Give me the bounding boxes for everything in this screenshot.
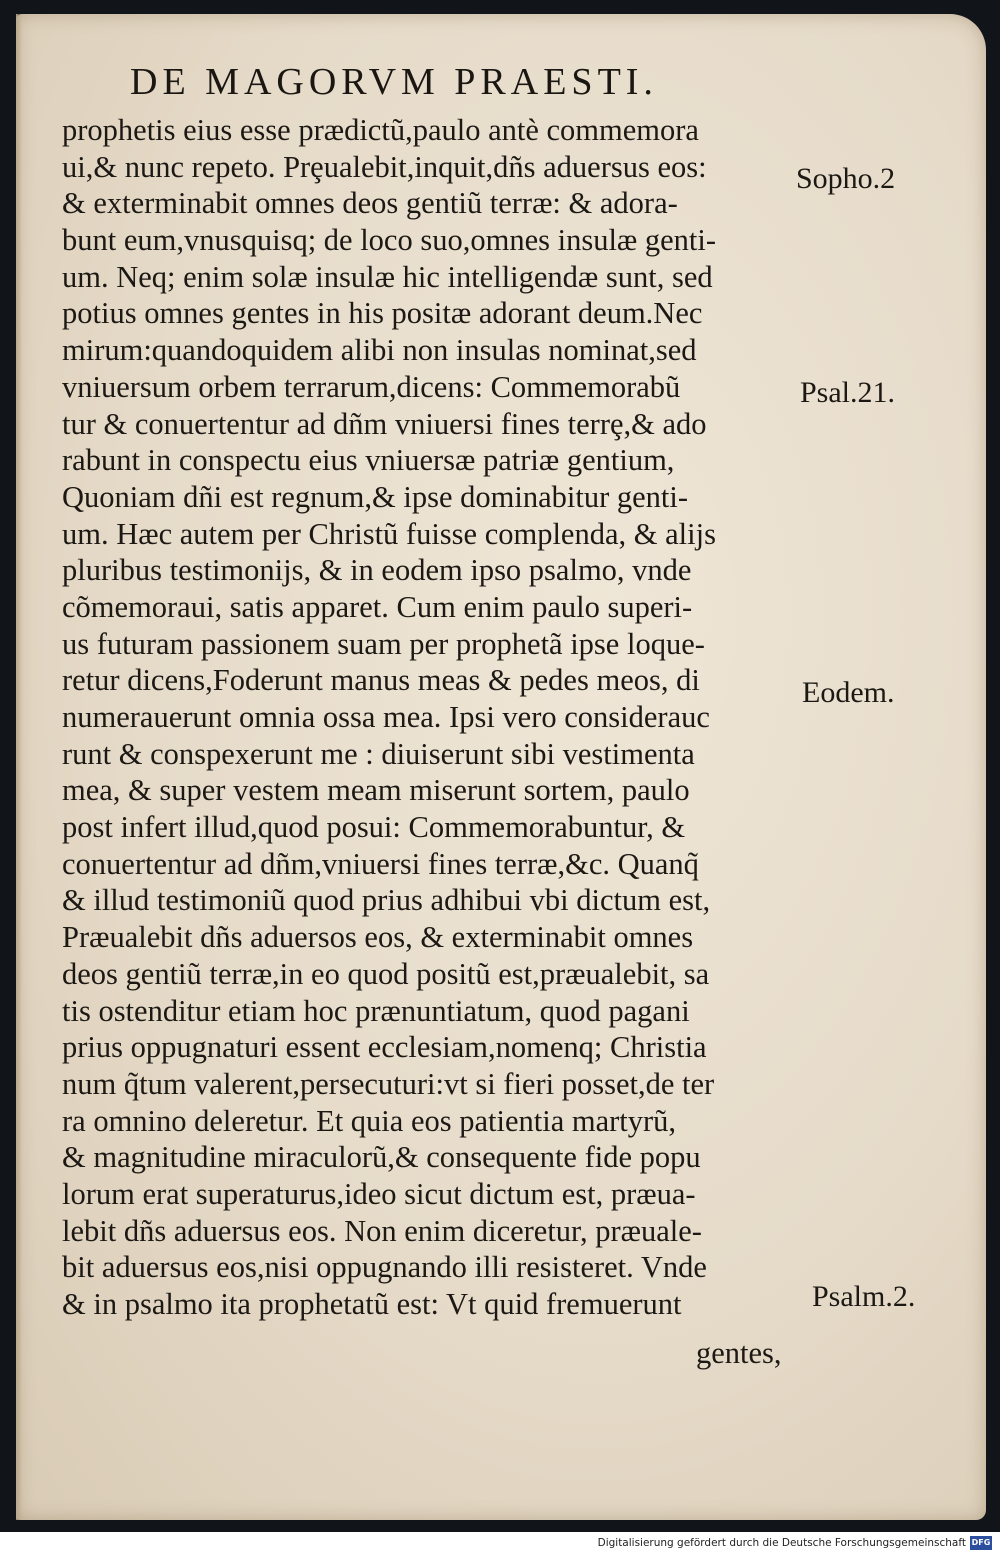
text-line: & illud testimoniũ quod prius adhibui vbi dictum est, — [62, 883, 711, 918]
text-line: um. Neq; enim solæ insulæ hic intelligendæ sunt, sed — [62, 259, 713, 294]
text-line: numerauerunt omnia ossa mea. Ipsi vero considerauc — [62, 700, 710, 734]
text-line: mirum:quandoquidem alibi non insulas nominat,sed — [62, 333, 697, 368]
text-line: retur dicens,Foderunt manus meas & pedes meos, di — [62, 663, 700, 698]
text-line: deos gentiũ terræ,in eo quod positũ est,præualebit, sa — [62, 956, 710, 991]
text-line: rabunt in conspectu eius vniuersæ patriæ gentium, — [62, 443, 675, 478]
text-line: post infert illud,quod posui: Commemorabuntur, & — [62, 810, 686, 845]
text-line: bunt eum,vnusquisq; de loco suo,omnes insulæ genti- — [62, 223, 717, 258]
margin-note-sopho: Sopho.2 — [796, 162, 896, 195]
text-line: tis ostenditur etiam hoc prænuntiatum, quod pagani — [62, 993, 690, 1028]
text-line: us futuram passionem suam per prophetã ipse loque- — [62, 626, 705, 661]
text-line: cõmemoraui, satis apparet. Cum enim paulo superi- — [62, 589, 693, 624]
text-line: runt & conspexerunt me : diuiserunt sibi vestimenta — [62, 736, 695, 771]
page-gutter-shadow — [16, 14, 22, 1520]
catchword: gentes, — [696, 1336, 782, 1370]
text-line: ui,& nunc repeto. Prȩualebit,inquit,dñs aduersus eos: — [62, 149, 707, 184]
text-line: pluribus testimonijs, & in eodem ipso psalmo, vnde — [62, 553, 692, 588]
text-line: lorum erat superaturus,ideo sicut dictum est, præua- — [62, 1176, 696, 1211]
text-line: Quoniam dñi est regnum,& ipse dominabitur genti- — [62, 479, 688, 514]
text-line: prius oppugnaturi essent ecclesiam,nomenq; Christia — [62, 1030, 707, 1065]
margin-note-psal21: Psal.21. — [800, 376, 896, 409]
margin-note-psalm2: Psalm.2. — [812, 1280, 916, 1313]
margin-note-eodem: Eodem. — [802, 676, 895, 709]
text-line: potius omnes gentes in his positæ adorant deum.Nec — [62, 296, 703, 331]
text-line: bit aduersus eos,nisi oppugnando illi resisteret. Vnde — [62, 1250, 707, 1285]
text-line: & in psalmo ita prophetatũ est: Vt quid fremuerunt — [62, 1287, 682, 1321]
running-title: DE MAGORVM PRAESTI. — [130, 61, 658, 103]
text-line: & magnitudine miraculorũ,& consequente fide popu — [62, 1140, 701, 1175]
funding-credit: Digitalisierung gefördert durch die Deutsche Forschungsgemeinschaft — [597, 1537, 966, 1549]
text-line: lebit dñs aduersus eos. Non enim diceretur, præuale- — [62, 1213, 702, 1248]
text-line: um. Hæc autem per Christũ fuisse complenda, & alijs — [62, 516, 716, 551]
text-line: num q̃tum valerent,persecuturi:vt si fieri posset,de ter — [62, 1066, 715, 1101]
text-line: vniuersum orbem terrarum,dicens: Commemorabũ — [62, 369, 681, 404]
text-line: prophetis eius esse prædictũ,paulo antè commemora — [62, 113, 699, 147]
text-line: & exterminabit omnes deos gentiũ terræ: & adora- — [62, 186, 678, 221]
footer-bar — [0, 1532, 1000, 1556]
text-line: ra omnino deleretur. Et quia eos patientia martyrũ, — [62, 1103, 677, 1138]
main-text-block — [62, 112, 797, 1323]
text-line: conuertentur ad dñm,vniuersi fines terræ,&c. Quanq̃ — [62, 846, 699, 881]
dfg-logo: DFG — [970, 1536, 992, 1550]
text-line: mea, & super vestem meam miserunt sortem, paulo — [62, 773, 690, 808]
text-line: tur & conuertentur ad dñm vniuersi fines terrȩ,& ado — [62, 406, 707, 441]
text-line: Præualebit dñs aduersos eos, & exterminabit omnes — [62, 920, 694, 955]
